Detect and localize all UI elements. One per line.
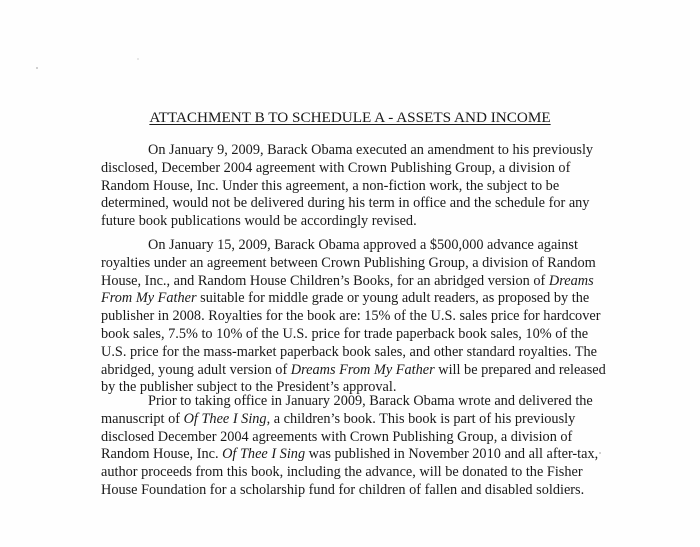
paragraph-line — [101, 195, 661, 213]
body-text: abridged, young adult version of — [101, 361, 291, 378]
paragraph-line — [101, 308, 661, 326]
body-text: manuscript of — [101, 410, 184, 427]
body-text: disclosed December 2004 agreements with Crown Publishing Group, a division of — [101, 428, 573, 445]
paragraph-line — [101, 464, 661, 482]
paragraph-line — [101, 290, 661, 308]
paragraph-line — [101, 273, 661, 291]
body-text: , a children’s book. This book is part of his previously — [266, 410, 576, 427]
scan-speck — [137, 58, 139, 60]
paragraph-of-thee-i-sing — [101, 393, 661, 500]
body-text: royalties under an agreement between Crown Publishing Group, a division of Random — [101, 254, 596, 271]
body-text: U.S. price for the mass-market paperback book sales, and other standard royalties. The — [101, 343, 597, 360]
book-title-text: From My Father — [101, 290, 197, 307]
body-text: Random House, Inc. Under this agreement, a non-fiction work, the subject to be — [101, 177, 560, 194]
body-text: Random House, Inc. — [101, 446, 223, 463]
body-text: will be prepared and released — [434, 361, 606, 378]
paragraph-line — [101, 429, 661, 447]
body-text: suitable for middle grade or young adult readers, as proposed by the — [196, 290, 590, 307]
paragraph-line — [101, 326, 661, 344]
body-text: determined, would not be delivered during his term in office and the schedule for any — [101, 195, 590, 212]
paragraph-advance-royalties — [101, 237, 661, 397]
paragraph-line — [101, 178, 661, 196]
paragraph-line — [101, 142, 661, 160]
paragraph-line — [101, 344, 661, 362]
paragraph-amendment — [101, 142, 661, 231]
body-text: On January 9, 2009, Barack Obama executed an amendment to his previously — [148, 142, 594, 158]
scan-speck — [36, 67, 38, 69]
paragraph-line — [101, 255, 661, 273]
body-text: publisher in 2008. Royalties for the book are: 15% of the U.S. sales price for hardcover — [101, 308, 601, 325]
paragraph-line — [101, 393, 661, 411]
body-text: book sales, 7.5% to 10% of the U.S. price for trade paperback book sales, 10% of the — [101, 325, 589, 342]
paragraph-line — [101, 160, 661, 178]
body-text: On January 15, 2009, Barack Obama approved a $500,000 advance against — [148, 237, 578, 253]
paragraph-line — [101, 362, 661, 380]
body-text: was published in November 2010 and all after-tax, — [305, 446, 599, 463]
paragraph-line — [101, 213, 661, 231]
book-title-text: Dreams — [548, 272, 594, 289]
document-title: ATTACHMENT B TO SCHEDULE A - ASSETS AND INCOME — [149, 109, 551, 126]
book-title-text: Dreams From My Father — [290, 361, 435, 378]
body-text: future book publications would be accordingly revised. — [101, 213, 417, 230]
body-text: author proceeds from this book, including the advance, will be donated to the Fisher — [101, 464, 583, 481]
body-text: disclosed, December 2004 agreement with Crown Publishing Group, a division of — [101, 159, 571, 176]
paragraph-line — [101, 237, 661, 255]
body-text: House Foundation for a scholarship fund for children of fallen and disabled soldiers. — [101, 481, 585, 498]
paragraph-line — [101, 446, 661, 464]
body-text: House, Inc., and Random House Children’s Books, for an abridged version of — [101, 272, 549, 289]
paragraph-line — [101, 411, 661, 429]
body-text: Prior to taking office in January 2009, Barack Obama wrote and delivered the — [148, 393, 593, 409]
book-title-text: Of Thee I Sing — [183, 410, 267, 427]
paragraph-line — [101, 482, 661, 500]
body-text: by the publisher subject to the President’s approval. — [101, 379, 397, 396]
book-title-text: Of Thee I Sing — [222, 446, 306, 463]
